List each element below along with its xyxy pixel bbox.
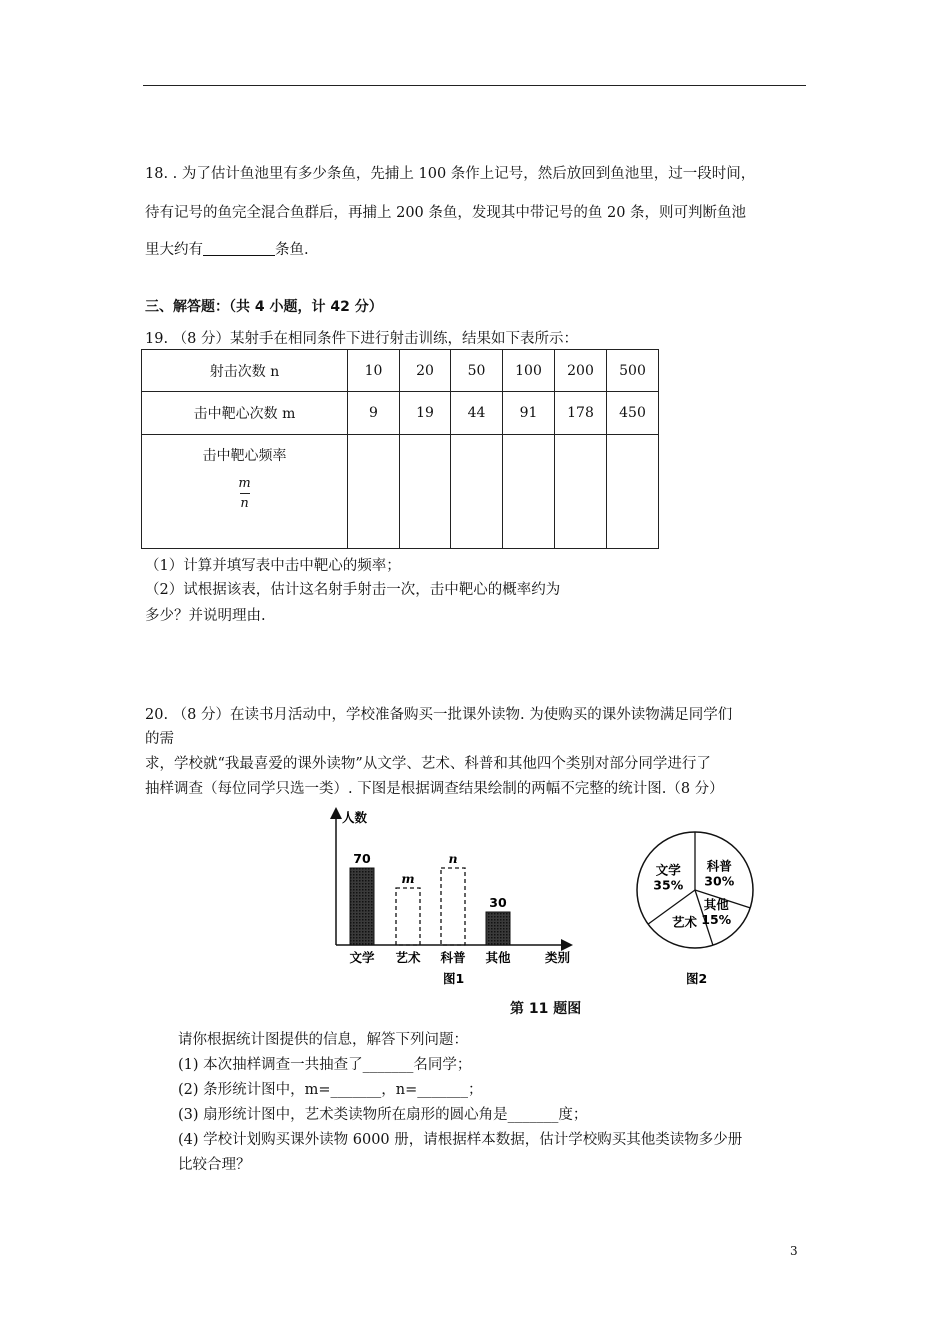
- bar-value-label: n: [448, 851, 458, 866]
- q20-line3: 求，学校就“我最喜爱的课外读物”从文学、艺术、科普和其他四个类别对部分同学进行了: [145, 756, 711, 772]
- table-row1-label: 射击次数 n: [142, 350, 348, 392]
- pie-slice-percent: 15%: [701, 912, 732, 928]
- answer-cell[interactable]: [555, 435, 607, 549]
- bar-value-label: m: [401, 871, 415, 886]
- bar-category-label: 科普: [440, 950, 466, 965]
- bar-0: [350, 868, 374, 945]
- table-cell: 200: [555, 350, 607, 392]
- q19-part2a: （2）试根据该表，估计这名射手射击一次，击中靶心的概率约为: [145, 582, 561, 598]
- answer-cell[interactable]: [607, 435, 659, 549]
- pie-slice-label: 艺术: [671, 914, 698, 930]
- table-cell: 500: [607, 350, 659, 392]
- answer-cell[interactable]: [348, 435, 400, 549]
- table-cell: 19: [400, 392, 451, 435]
- table-cell: 9: [348, 392, 400, 435]
- bar-category-label: 艺术: [395, 950, 421, 965]
- fraction-numerator: m: [238, 476, 251, 491]
- table-cell: 91: [503, 392, 555, 435]
- q19-part2b: 多少？并说明理由.: [145, 608, 266, 624]
- q18-line1: 18. . 为了估计鱼池里有多少条鱼，先捕上 100 条作上记号，然后放回到鱼池里，过一段时间，: [145, 166, 756, 182]
- table-cell: 44: [451, 392, 503, 435]
- bar-chart-caption: 图1: [443, 971, 465, 986]
- answer-cell[interactable]: [400, 435, 451, 549]
- table-row3-label: [142, 435, 348, 549]
- table-cell: 178: [555, 392, 607, 435]
- q20-sub2: (2) 条形统计图中，m=_______，n=_______；: [178, 1082, 483, 1098]
- q20-line1: 20. （8 分）在读书月活动中，学校准备购买一批课外读物. 为使购买的课外读物满足同学们: [145, 707, 733, 723]
- frequency-fraction: [142, 477, 347, 510]
- q20-sub3: (3) 扇形统计图中，艺术类读物所在扇形的圆心角是_______度；: [178, 1107, 588, 1123]
- pie-slice-label: 文学: [655, 862, 681, 878]
- bar-category-label: 其他: [485, 950, 511, 965]
- table-cell: 450: [607, 392, 659, 435]
- q20-sub1: (1) 本次抽样调查一共抽查了_______名同学；: [178, 1057, 472, 1073]
- y-axis-label: 人数: [342, 810, 368, 825]
- q18-line3-pre: 里大约有: [145, 242, 203, 258]
- q20-line2: 的需: [145, 731, 174, 747]
- section-3-heading: 三、解答题：（共 4 小题，计 42 分）: [145, 299, 383, 315]
- bar-value-label: 30: [489, 895, 507, 910]
- q18-line3-post: 条鱼.: [275, 242, 309, 258]
- pie-slice-label: 其他: [703, 897, 729, 913]
- bar-2: [441, 868, 465, 945]
- pie-chart: [620, 815, 770, 995]
- q18-answer-blank[interactable]: [203, 241, 275, 256]
- pie-slice-percent: 35%: [653, 877, 684, 893]
- q20-sub4a: (4) 学校计划购买课外读物 6000 册，请根据样本数据，估计学校购买其他类读物多少册: [178, 1132, 743, 1148]
- table-row2-label: 击中靶心次数 m: [142, 392, 348, 435]
- fraction-denominator: n: [240, 496, 249, 511]
- bar-chart: [320, 805, 590, 990]
- fraction-bar: [240, 493, 250, 494]
- q20-sub4b: 比较合理？: [178, 1157, 251, 1173]
- bar-value-label: 70: [353, 851, 371, 866]
- bar-1: [396, 888, 420, 945]
- figure-caption: 第 11 题图: [510, 1001, 582, 1017]
- x-axis-label: 类别: [545, 950, 571, 965]
- q18-line3: [145, 238, 309, 259]
- q18-line2: 待有记号的鱼完全混合鱼群后，再捕上 200 条鱼，发现其中带记号的鱼 20 条，则可判断鱼池: [145, 205, 747, 221]
- pie-slice-percent: 30%: [704, 873, 735, 889]
- answer-cell[interactable]: [503, 435, 555, 549]
- bar-category-label: 文学: [349, 950, 375, 965]
- q19-intro: 19. （8 分）某射手在相同条件下进行射击训练，结果如下表所示：: [145, 331, 579, 347]
- q20-line4: 抽样调查（每位同学只选一类）. 下图是根据调查结果绘制的两幅不完整的统计图.（8 分）: [145, 781, 724, 797]
- q19-part1: （1）计算并填写表中击中靶心的频率；: [145, 558, 401, 574]
- q20-prompt: 请你根据统计图提供的信息，解答下列问题：: [178, 1032, 468, 1048]
- page-number: 3: [790, 1244, 798, 1258]
- table-cell: 50: [451, 350, 503, 392]
- table-cell: 20: [400, 350, 451, 392]
- shooting-table: [141, 349, 659, 549]
- table-cell: 100: [503, 350, 555, 392]
- table-cell: 10: [348, 350, 400, 392]
- frequency-label: 击中靶心频率: [202, 448, 287, 464]
- pie-chart-caption: 图2: [686, 971, 708, 986]
- answer-cell[interactable]: [451, 435, 503, 549]
- pie-slice-label: 科普: [706, 858, 732, 874]
- header-rule: [143, 85, 806, 86]
- bar-3: [486, 912, 510, 945]
